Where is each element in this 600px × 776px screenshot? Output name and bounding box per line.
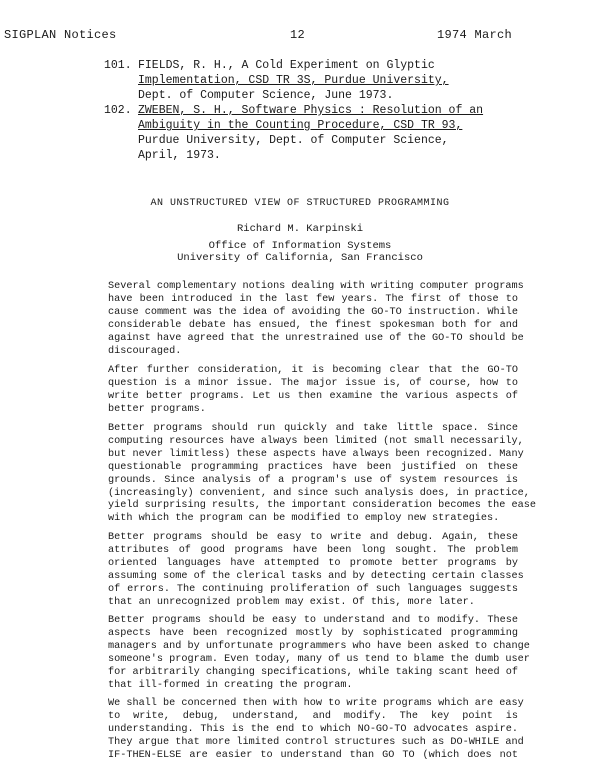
text-line: After further consideration, it is becoming clear that the GO-TO xyxy=(108,365,518,376)
text-line: yield surprising results, the important consideration becomes the ease xyxy=(108,500,536,512)
text-line: oriented languages have attempted to promote better programs by xyxy=(108,557,518,569)
text-line: question is a minor issue. The major issue is, of course, how to xyxy=(108,377,518,389)
text-line: understanding. This is the end to which NO-GO-TO advocates aspire. xyxy=(108,723,518,735)
reference-line: Dept. of Computer Science, June 1973. xyxy=(138,89,394,102)
text-line: write better programs. Let us then examine the various aspects of xyxy=(108,390,518,402)
text-line: assuming some of the clerical tasks and by detecting certain classes xyxy=(108,570,524,582)
text-line: for arbitrarily changing specifications, while taking scant heed of xyxy=(108,666,518,678)
text-line: better programs. xyxy=(108,403,206,415)
text-line: managers and by unfortunate programmers who have been asked to change xyxy=(108,640,530,652)
text-line: cause comment was the idea of avoiding the GO-TO instruction. While xyxy=(108,306,518,318)
text-line: but never limitless) these aspects have always been recognized. Many xyxy=(108,448,524,460)
text-line: that ill-formed in creating the program. xyxy=(108,679,353,691)
body-paragraph-4 xyxy=(108,532,524,609)
text-line: aspects have been recognized mostly by sophisticated programming xyxy=(108,627,518,639)
text-line: with which the program can be modified to employ new strategies. xyxy=(108,513,500,525)
text-line: that an unrecognized problem may exist. Of this, more later. xyxy=(108,596,475,608)
reference-line: Purdue University, Dept. of Computer Science, xyxy=(138,134,449,147)
page-number: 12 xyxy=(290,28,306,42)
reference-line: Implementation, CSD TR 3S, Purdue University, xyxy=(138,74,449,87)
body-paragraph-1 xyxy=(108,281,524,358)
text-line: grounds. Since analysis of a program's use of system resources is xyxy=(108,474,518,486)
text-line: of errors. The continuing proliferation of such languages suggests xyxy=(108,583,518,595)
text-line: to write, debug, understand, and modify. The key point is xyxy=(108,710,518,722)
reference-line: ZWEBEN, S. H., Software Physics : Resolution of an xyxy=(138,104,484,117)
text-line: IF-THEN-ELSE are easier to understand than GO TO (which does not xyxy=(108,749,518,761)
text-line: Better programs should be easy to write and debug. Again, these xyxy=(108,532,518,543)
text-line: We shall be concerned then with how to write programs which are easy xyxy=(108,698,524,709)
reference-line: Ambiguity in the Counting Procedure, CSD TR 93, xyxy=(138,119,463,132)
reference-101 xyxy=(104,58,524,103)
article-title: AN UNSTRUCTURED VIEW OF STRUCTURED PROGRAMMING xyxy=(150,198,450,209)
reference-line: April, 1973. xyxy=(138,149,221,162)
reference-number: 102. xyxy=(104,104,132,117)
author-university: University of California, San Francisco xyxy=(177,252,423,264)
journal-name: SIGPLAN Notices xyxy=(4,28,117,42)
reference-line: FIELDS, R. H., A Cold Experiment on Glyptic xyxy=(138,59,435,72)
article-author: Richard M. Karpinski xyxy=(236,223,364,235)
text-line: Better programs should run quickly and take little space. Since xyxy=(108,423,518,434)
text-line: computing resources have always been limited (not small necessarily, xyxy=(108,435,524,447)
reference-102 xyxy=(104,103,544,163)
text-line: against have agreed that the unrestrained use of the GO-TO should be xyxy=(108,332,524,344)
body-paragraph-2 xyxy=(108,365,518,417)
text-line: discouraged. xyxy=(108,345,182,357)
text-line: Several complementary notions dealing with writing computer programs xyxy=(108,281,524,292)
text-line: have been introduced in the last few years. The first of those to xyxy=(108,293,518,305)
text-line: someone's program. Even today, many of us tend to blame the dumb user xyxy=(108,653,530,665)
body-paragraph-3 xyxy=(108,423,536,526)
body-paragraph-5 xyxy=(108,615,530,692)
issue-date: 1974 March xyxy=(437,28,513,42)
body-paragraph-6 xyxy=(108,698,524,763)
text-line: considerable debate has ensued, the finest spokesman both for and xyxy=(108,319,518,331)
author-office: Office of Information Systems xyxy=(208,240,392,252)
text-line: Better programs should be easy to understand and to modify. These xyxy=(108,615,518,626)
text-line: They argue that more limited control structures such as DO-WHILE and xyxy=(108,736,524,748)
reference-number: 101. xyxy=(104,59,132,72)
text-line: attributes of good programs have been long sought. The problem xyxy=(108,544,518,556)
text-line: (increasingly) convenient, and since such analysis does, in practice, xyxy=(108,487,530,499)
text-line: questionable programming practices have been justified on these xyxy=(108,461,518,473)
